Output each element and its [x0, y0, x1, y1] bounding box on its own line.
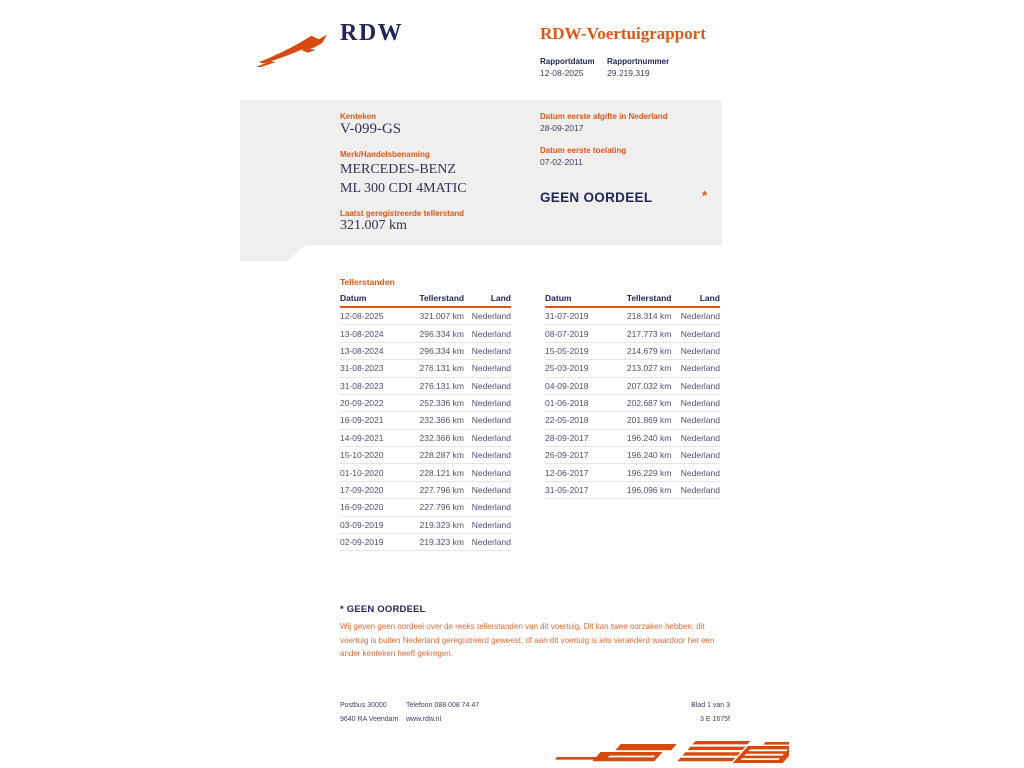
table-row: [340, 429, 511, 446]
table-row: [340, 412, 511, 429]
table-row: [340, 464, 511, 481]
footer-page-info: [620, 699, 730, 727]
table-cell: Nederland: [472, 499, 511, 516]
table-cell: 02-09-2019: [340, 533, 412, 550]
laatste-tellerstand-label: Laatst geregistreerde tellerstand: [340, 209, 465, 218]
table-row: [340, 533, 511, 550]
rapportdatum-value: 12-08-2025: [540, 68, 584, 78]
table-cell: 16-09-2020: [340, 499, 412, 516]
table-cell: 196.240 km: [619, 429, 680, 446]
footer-website: www.rdw.nl: [406, 716, 442, 723]
table-row: [340, 499, 511, 516]
column-header: Land: [680, 290, 720, 307]
table-cell: 12-08-2025: [340, 307, 412, 325]
table-cell: Nederland: [472, 394, 511, 411]
datum-eerste-toelating-value: 07-02-2011: [540, 157, 583, 167]
table-cell: Nederland: [680, 325, 720, 342]
tellerstanden-table-left: [340, 290, 511, 551]
table-cell: 22-05-2018: [545, 412, 619, 429]
table-cell: Nederland: [680, 360, 720, 377]
table-cell: 227.796 km: [412, 499, 472, 516]
table-cell: 14-09-2021: [340, 429, 412, 446]
vehicle-summary-box: [240, 100, 722, 245]
table-cell: 196.096 km: [619, 481, 680, 498]
tellerstanden-table-right: [545, 290, 720, 499]
column-header: Tellerstand: [619, 290, 680, 307]
column-header: Tellerstand: [412, 290, 472, 307]
table-cell: Nederland: [680, 481, 720, 498]
table-cell: 31-08-2023: [340, 360, 412, 377]
table-cell: 228.287 km: [412, 447, 472, 464]
table-row: [340, 360, 511, 377]
table-cell: 15-10-2020: [340, 447, 412, 464]
tellerstanden-section-title: Tellerstanden: [340, 277, 395, 287]
table-cell: 219.323 km: [412, 533, 472, 550]
footer-address: [340, 699, 398, 727]
footnote-title-text: GEEN OORDEEL: [346, 604, 426, 615]
report-title: RDW-Voertuigrapport: [540, 24, 706, 43]
table-cell: 227.796 km: [412, 481, 472, 498]
oordeel-value: GEEN OORDEEL: [540, 190, 653, 205]
table-cell: 01-06-2018: [545, 394, 619, 411]
merk-value-line1: MERCEDES-BENZ: [340, 162, 456, 177]
table-row: [340, 342, 511, 359]
table-cell: 31-08-2023: [340, 377, 412, 394]
table-cell: 01-10-2020: [340, 464, 412, 481]
table-cell: 202.687 km: [619, 394, 680, 411]
table-row: [545, 360, 720, 377]
footnote-asterisk: *: [340, 604, 344, 615]
table-cell: 276.131 km: [412, 360, 472, 377]
table-row: [545, 377, 720, 394]
column-header: Land: [472, 290, 511, 307]
table-cell: 196.240 km: [619, 447, 680, 464]
table-cell: 31-07-2019: [545, 307, 619, 325]
table-cell: 31-05-2017: [545, 481, 619, 498]
table-cell: 20-09-2022: [340, 394, 412, 411]
table-cell: 296.334 km: [412, 325, 472, 342]
kenteken-value: V-099-GS: [340, 121, 402, 137]
footer-phone: Telefoon 088 008 74 47: [406, 702, 480, 709]
table-cell: Nederland: [680, 394, 720, 411]
table-cell: 213.027 km: [619, 360, 680, 377]
merk-value: [340, 160, 467, 198]
table-row: [545, 307, 720, 325]
table-cell: 276.131 km: [412, 377, 472, 394]
table-cell: 218.314 km: [619, 307, 680, 325]
table-header-row: [545, 290, 720, 307]
table-row: [545, 412, 720, 429]
table-cell: Nederland: [472, 307, 511, 325]
table-cell: Nederland: [680, 412, 720, 429]
footer-form-code: 3 E 1675f: [700, 716, 730, 723]
column-header: Datum: [340, 290, 412, 307]
table-cell: Nederland: [472, 533, 511, 550]
table-cell: 219.323 km: [412, 516, 472, 533]
column-header: Datum: [545, 290, 619, 307]
rdw-wordmark: RDW: [340, 20, 404, 46]
rapportdatum-label: Rapportdatum: [540, 57, 595, 66]
footnote-body: Wij geven geen oordeel over de reeks tellerstanden van dit voertuig. Dit kan twee oorzaken hebben: dit voertuig is buiten Nederland geregistreerd geweest, of aan dit voertuig is iets veranderd waardoor het een ander kenteken heeft gekregen.: [340, 622, 715, 658]
footer-contact: [406, 699, 479, 727]
table-cell: Nederland: [472, 447, 511, 464]
table-row: [340, 447, 511, 464]
table-cell: 201.869 km: [619, 412, 680, 429]
table-row: [545, 342, 720, 359]
datum-eerste-afgifte-label: Datum eerste afgifte in Nederland: [540, 112, 668, 121]
footer-page-indicator: Blad 1 van 3: [691, 702, 730, 709]
table-cell: 26-09-2017: [545, 447, 619, 464]
table-row: [340, 325, 511, 342]
table-cell: 25-03-2019: [545, 360, 619, 377]
oordeel-asterisk: *: [702, 188, 708, 203]
laatste-tellerstand-value: 321.007 km: [340, 218, 407, 233]
table-row: [545, 394, 720, 411]
table-cell: Nederland: [680, 447, 720, 464]
table-cell: 13-08-2024: [340, 342, 412, 359]
table-cell: 321.007 km: [412, 307, 472, 325]
table-cell: 28-09-2017: [545, 429, 619, 446]
table-cell: 232.366 km: [412, 429, 472, 446]
rapportnummer-value: 29.219.319: [607, 68, 650, 78]
footnote-title: [340, 604, 426, 615]
table-row: [340, 307, 511, 325]
table-cell: 296.334 km: [412, 342, 472, 359]
table-cell: 217.773 km: [619, 325, 680, 342]
table-cell: 12-06-2017: [545, 464, 619, 481]
rdw-bird-logo-icon: [255, 26, 333, 72]
datum-eerste-toelating-label: Datum eerste toelating: [540, 146, 627, 155]
table-cell: 228.121 km: [412, 464, 472, 481]
table-cell: Nederland: [472, 412, 511, 429]
table-cell: 16-09-2021: [340, 412, 412, 429]
table-cell: Nederland: [472, 342, 511, 359]
table-cell: Nederland: [472, 360, 511, 377]
table-cell: 196.229 km: [619, 464, 680, 481]
table-row: [545, 429, 720, 446]
table-row: [545, 481, 720, 498]
table-header-row: [340, 290, 511, 307]
table-cell: 214.679 km: [619, 342, 680, 359]
kenteken-label: Kenteken: [340, 112, 377, 121]
table-cell: 13-08-2024: [340, 325, 412, 342]
merk-label: Merk/Handelsbenaming: [340, 150, 430, 159]
table-cell: 252.336 km: [412, 394, 472, 411]
table-cell: Nederland: [472, 377, 511, 394]
table-row: [340, 394, 511, 411]
table-row: [545, 464, 720, 481]
table-row: [340, 377, 511, 394]
table-cell: Nederland: [472, 516, 511, 533]
rapportnummer-label: Rapportnummer: [607, 57, 670, 66]
table-cell: 15-05-2019: [545, 342, 619, 359]
table-cell: 232.366 km: [412, 412, 472, 429]
table-cell: Nederland: [472, 429, 511, 446]
table-cell: Nederland: [680, 342, 720, 359]
table-cell: Nederland: [472, 325, 511, 342]
table-cell: 04-09-2018: [545, 377, 619, 394]
speed-stripes-graphic: [543, 736, 789, 768]
table-cell: Nederland: [472, 464, 511, 481]
table-row: [340, 516, 511, 533]
footer-address-line2: 9640 RA Veendam: [340, 716, 399, 723]
footer-address-line1: Postbus 30000: [340, 702, 387, 709]
table-cell: Nederland: [680, 307, 720, 325]
table-cell: 207.032 km: [619, 377, 680, 394]
table-cell: 17-09-2020: [340, 481, 412, 498]
table-row: [545, 325, 720, 342]
table-cell: Nederland: [680, 429, 720, 446]
table-cell: 03-09-2019: [340, 516, 412, 533]
vehicle-summary-box-tail: [240, 245, 306, 261]
merk-value-line2: ML 300 CDI 4MATIC: [340, 181, 467, 196]
table-row: [545, 447, 720, 464]
datum-eerste-afgifte-value: 28-09-2017: [540, 123, 584, 133]
table-cell: 08-07-2019: [545, 325, 619, 342]
table-cell: Nederland: [680, 377, 720, 394]
table-row: [340, 481, 511, 498]
table-cell: Nederland: [680, 464, 720, 481]
table-cell: Nederland: [472, 481, 511, 498]
